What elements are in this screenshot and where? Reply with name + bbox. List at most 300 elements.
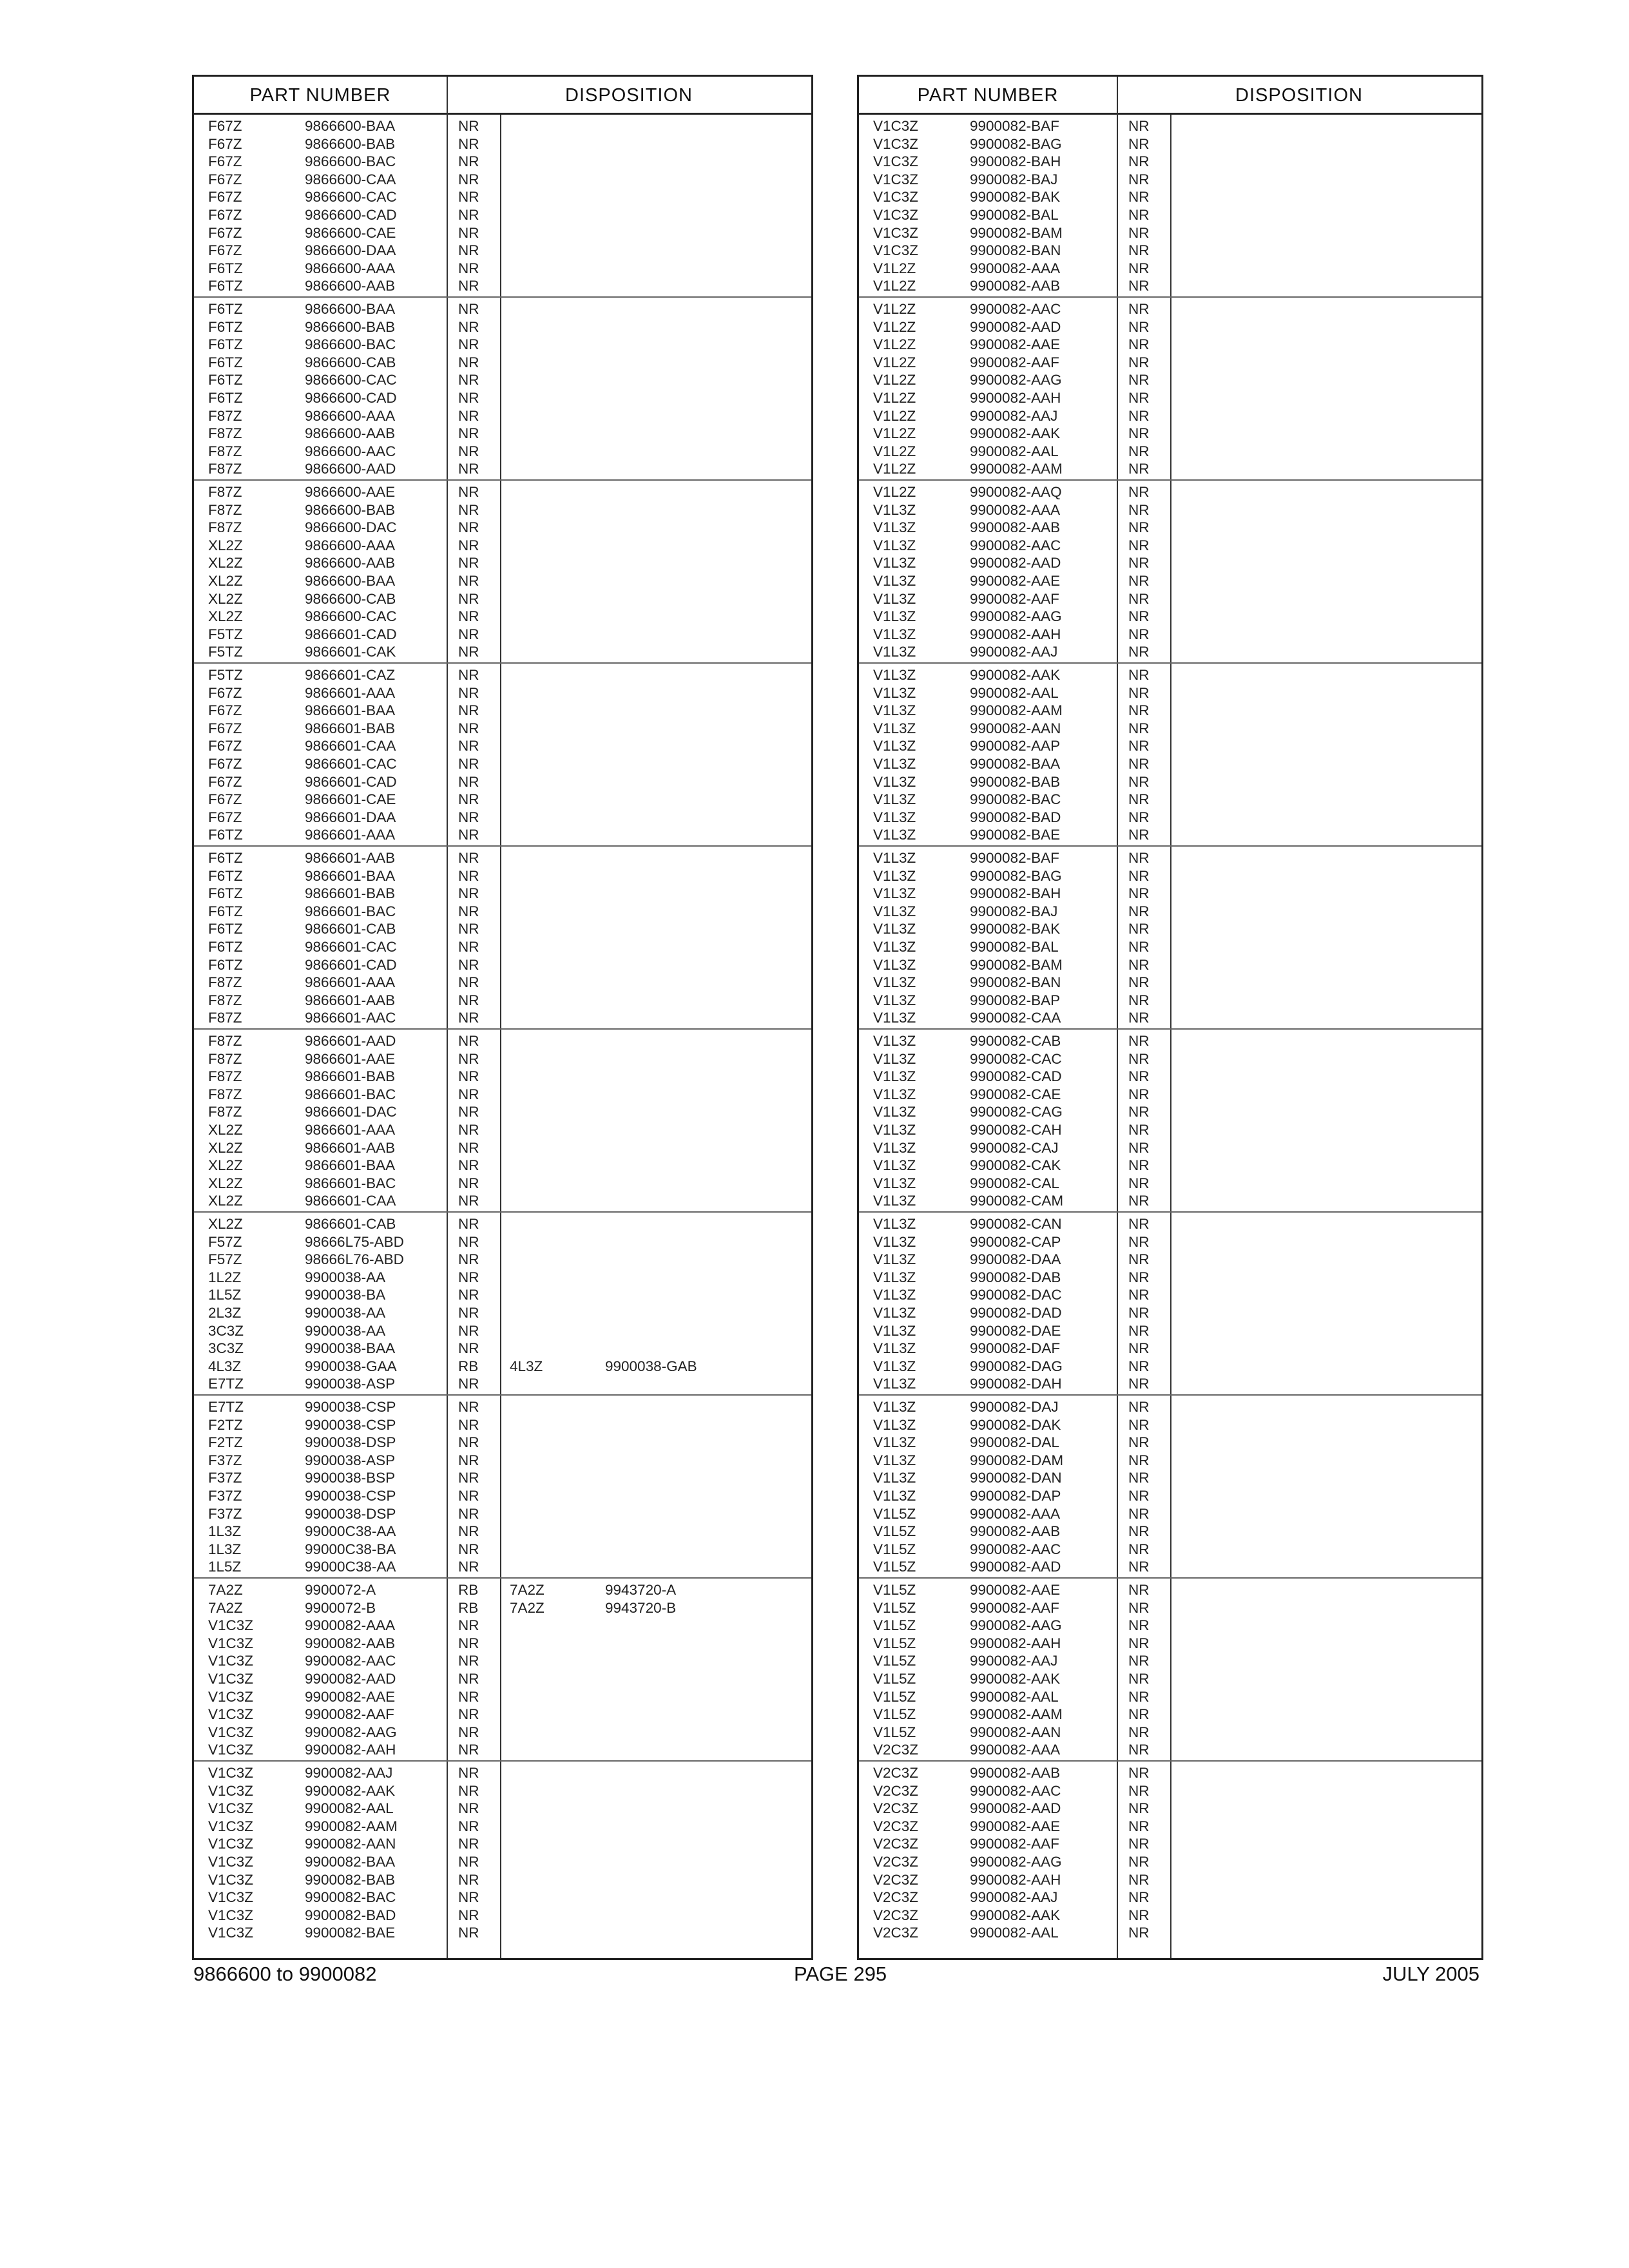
part-number: 9866600-DAA <box>305 242 396 259</box>
model-code: F5TZ <box>208 644 243 660</box>
part-number: 9900082-BAL <box>970 206 1059 223</box>
disposition-code: NR <box>1128 684 1150 701</box>
disposition-code: NR <box>1128 1216 1150 1232</box>
table-row <box>194 791 811 809</box>
disposition-code: NR <box>458 242 479 259</box>
model-code: F6TZ <box>208 389 243 406</box>
part-number: 9900082-DAA <box>970 1251 1061 1268</box>
disposition-code: NR <box>458 590 479 607</box>
left-table-header <box>194 77 811 115</box>
part-number: 9900082-AAQ <box>970 484 1062 500</box>
disposition-code: NR <box>458 1340 479 1357</box>
model-code: V2C3Z <box>873 1907 919 1923</box>
model-code: V1L3Z <box>873 956 916 973</box>
part-number: 9900082-BAE <box>970 827 1061 843</box>
disposition-code: NR <box>458 1251 479 1268</box>
disposition-code: NR <box>1128 206 1150 223</box>
disposition-code: NR <box>1128 318 1150 335</box>
part-number: 9900082-BAP <box>970 992 1061 1008</box>
disposition-code: NR <box>1128 1068 1150 1085</box>
model-code: F6TZ <box>208 850 243 866</box>
table-row <box>194 867 811 885</box>
table-row <box>194 1050 811 1068</box>
part-number: 9866600-BAB <box>305 318 396 335</box>
model-code: 7A2Z <box>208 1599 243 1616</box>
model-code: F67Z <box>208 135 242 152</box>
model-code: F6TZ <box>208 885 243 902</box>
part-number: 9900082-DAF <box>970 1340 1061 1357</box>
part-number: 9900082-AAK <box>970 425 1061 442</box>
model-code: V1L3Z <box>873 867 916 884</box>
part-number: 9900082-AAB <box>970 1765 1061 1781</box>
model-code: XL2Z <box>208 1216 243 1232</box>
table-row <box>194 1269 811 1287</box>
part-number: 9866600-BAA <box>305 301 396 317</box>
disposition-code: NR <box>458 1233 479 1250</box>
table-row <box>194 443 811 461</box>
table-row <box>194 1635 811 1653</box>
table-row <box>859 1009 1481 1027</box>
model-code: V1L3Z <box>873 1216 916 1232</box>
table-row <box>194 242 811 260</box>
table-row <box>194 1375 811 1393</box>
table-row <box>859 1398 1481 1416</box>
table-row <box>859 1358 1481 1376</box>
table-row <box>859 938 1481 956</box>
disposition-code: NR <box>1128 1470 1150 1486</box>
table-row <box>859 443 1481 461</box>
row-group <box>194 1762 811 1945</box>
table-row <box>194 1009 811 1027</box>
part-number: 9866600-CAC <box>305 608 397 625</box>
model-code: V1L3Z <box>873 1304 916 1321</box>
model-code: V1L3Z <box>873 1322 916 1339</box>
part-number: 9900072-A <box>305 1582 376 1598</box>
model-code: F57Z <box>208 1251 242 1268</box>
disposition-code: NR <box>1128 537 1150 553</box>
part-number: 9866600-AAA <box>305 537 396 553</box>
model-code: V1L3Z <box>873 1416 916 1433</box>
part-number: 9900082-AAF <box>970 1599 1059 1616</box>
model-code: F67Z <box>208 206 242 223</box>
part-number: 9900082-BAL <box>970 938 1059 955</box>
model-code: V1L3Z <box>873 773 916 790</box>
part-number: 9900082-AAF <box>970 1836 1059 1852</box>
table-row <box>194 277 811 295</box>
model-code: V2C3Z <box>873 1889 919 1906</box>
table-row <box>194 1304 811 1322</box>
part-number: 9866600-BAA <box>305 118 396 134</box>
table-row <box>859 1652 1481 1670</box>
part-number: 9900082-AAK <box>970 1670 1061 1687</box>
table-row <box>194 1688 811 1706</box>
model-code: V1L3Z <box>873 1233 916 1250</box>
part-number: 9900082-BAH <box>970 153 1061 170</box>
disposition-code: NR <box>458 608 479 625</box>
part-number: 98666L75-ABD <box>305 1233 404 1250</box>
part-number: 9866601-BAB <box>305 1068 396 1085</box>
table-row <box>859 702 1481 720</box>
part-number: 9900082-CAD <box>970 1068 1062 1085</box>
disposition-code: NR <box>1128 867 1150 884</box>
disposition-code: NR <box>1128 938 1150 955</box>
disposition-code: NR <box>458 389 479 406</box>
part-number: 9900082-CAG <box>970 1104 1063 1120</box>
part-number: 9900082-CAL <box>970 1175 1059 1191</box>
part-number: 9900082-BAC <box>970 791 1061 808</box>
model-code: F57Z <box>208 1233 242 1250</box>
part-number: 9866601-CAA <box>305 1193 396 1209</box>
model-code: V1L5Z <box>873 1541 916 1557</box>
table-row <box>859 1617 1481 1635</box>
table-row <box>859 460 1481 478</box>
model-code: V1L5Z <box>873 1635 916 1651</box>
part-number: 9866601-CAD <box>305 626 397 642</box>
part-number: 9900082-AAA <box>970 260 1061 276</box>
part-number: 9900082-CAB <box>970 1033 1061 1049</box>
model-code: V1L2Z <box>873 318 916 335</box>
part-number: 9866600-AAB <box>305 555 396 572</box>
model-code: V1L3Z <box>873 1434 916 1451</box>
model-code: V1L2Z <box>873 425 916 442</box>
model-code: F6TZ <box>208 867 243 884</box>
disposition-code: NR <box>1128 1706 1150 1723</box>
table-row <box>859 407 1481 425</box>
table-row <box>859 425 1481 443</box>
part-number: 9900082-AAF <box>305 1706 394 1723</box>
disposition-code: NR <box>458 1416 479 1433</box>
model-code: V1L3Z <box>873 644 916 660</box>
row-group <box>859 298 1481 481</box>
model-code: F6TZ <box>208 278 243 294</box>
model-code: F6TZ <box>208 827 243 843</box>
table-row <box>194 826 811 844</box>
part-number: 9900082-AAH <box>305 1742 396 1758</box>
part-number: 9900082-AAE <box>970 572 1061 589</box>
model-code: V1C3Z <box>208 1800 254 1817</box>
model-code: V1L3Z <box>873 702 916 719</box>
model-code: F87Z <box>208 1050 242 1067</box>
table-row <box>859 809 1481 827</box>
disposition-code: RB <box>458 1358 479 1374</box>
model-code: XL2Z <box>208 1121 243 1138</box>
disposition-code: NR <box>1128 407 1150 424</box>
table-row <box>194 1818 811 1836</box>
disposition-code: NR <box>1128 755 1150 772</box>
table-row <box>194 501 811 519</box>
disposition-code: NR <box>1128 1925 1150 1941</box>
part-number: 9900038-BAA <box>305 1340 396 1357</box>
part-number: 9900038-DSP <box>305 1434 396 1451</box>
disposition-header: DISPOSITION <box>565 85 693 106</box>
model-code: 1L5Z <box>208 1287 242 1303</box>
table-row <box>859 867 1481 885</box>
disposition-code: NR <box>458 1216 479 1232</box>
part-number: 9866601-CAC <box>305 755 397 772</box>
disposition-code: NR <box>458 425 479 442</box>
model-code: V1C3Z <box>208 1724 254 1740</box>
disposition-code: NR <box>1128 1340 1150 1357</box>
disposition-code: NR <box>1128 389 1150 406</box>
table-row <box>859 1871 1481 1889</box>
table-row <box>194 1452 811 1470</box>
model-code: V1L3Z <box>873 1399 916 1415</box>
model-code: XL2Z <box>208 1175 243 1191</box>
part-number: 9900038-ASP <box>305 1452 396 1468</box>
model-code: V1L3Z <box>873 1050 916 1067</box>
table-row <box>194 643 811 661</box>
disposition-code: NR <box>1128 1782 1150 1799</box>
disposition-code: NR <box>1128 809 1150 825</box>
model-code: V1L2Z <box>873 484 916 500</box>
model-code: V1L3Z <box>873 1340 916 1357</box>
part-number: 9900038-ASP <box>305 1376 396 1392</box>
row-group <box>859 1579 1481 1762</box>
disposition-code: NR <box>1128 461 1150 477</box>
model-code: V1L3Z <box>873 572 916 589</box>
disposition-code: NR <box>458 1434 479 1451</box>
disposition-code: NR <box>458 1742 479 1758</box>
table-row <box>859 1581 1481 1599</box>
table-row <box>194 1340 811 1358</box>
disposition-code: NR <box>458 809 479 825</box>
table-row <box>859 974 1481 992</box>
disposition-code: NR <box>458 260 479 276</box>
part-number: 9866601-AAE <box>305 1050 396 1067</box>
disposition-code: NR <box>458 974 479 991</box>
model-code: XL2Z <box>208 537 243 553</box>
part-number: 9866601-BAC <box>305 1175 396 1191</box>
model-code: V1L3Z <box>873 608 916 625</box>
model-code: 3C3Z <box>208 1322 244 1339</box>
model-code: V1L3Z <box>873 1121 916 1138</box>
part-number: 9900082-AAJ <box>970 1889 1058 1906</box>
table-row <box>859 1800 1481 1818</box>
model-code: F67Z <box>208 118 242 134</box>
model-code: F37Z <box>208 1487 242 1504</box>
table-row <box>859 826 1481 844</box>
table-row <box>859 1670 1481 1688</box>
part-number: 9866601-CAC <box>305 938 397 955</box>
model-code: V1L3Z <box>873 1033 916 1049</box>
table-row <box>194 1523 811 1541</box>
part-number: 9866601-CAK <box>305 644 396 660</box>
part-number: 9866600-CAD <box>305 389 397 406</box>
disposition-code: NR <box>458 827 479 843</box>
table-row <box>194 1121 811 1139</box>
part-number: 9866600-CAD <box>305 206 397 223</box>
disposition-code: NR <box>1128 1523 1150 1540</box>
table-row <box>859 1505 1481 1523</box>
table-row <box>859 277 1481 295</box>
part-number: 9900082-AAK <box>970 1907 1061 1923</box>
model-code: F67Z <box>208 702 242 719</box>
part-number: 9900082-AAE <box>970 1582 1061 1598</box>
part-number: 9900082-AAB <box>970 1523 1061 1540</box>
model-code: V1L2Z <box>873 336 916 353</box>
disposition-code: NR <box>458 1193 479 1209</box>
disposition-code: NR <box>1128 171 1150 187</box>
disposition-code: NR <box>1128 153 1150 170</box>
model-code: F67Z <box>208 153 242 170</box>
part-number: 9900082-AAC <box>305 1653 396 1669</box>
disposition-code: NR <box>1128 1853 1150 1870</box>
part-number: 9900082-BAD <box>305 1907 396 1923</box>
table-row <box>194 1469 811 1487</box>
model-code: XL2Z <box>208 608 243 625</box>
table-row <box>859 1523 1481 1541</box>
disposition-code: NR <box>1128 519 1150 536</box>
part-number: 9866601-AAB <box>305 1139 396 1156</box>
part-number: 9866600-CAB <box>305 590 396 607</box>
model-code: V1L3Z <box>873 791 916 808</box>
table-row <box>859 1175 1481 1193</box>
table-row <box>194 666 811 684</box>
model-code: V1C3Z <box>873 206 919 223</box>
table-row <box>194 956 811 974</box>
replacement-model: 4L3Z <box>510 1358 543 1374</box>
disposition-code: NR <box>1128 354 1150 370</box>
disposition-code: NR <box>1128 260 1150 276</box>
disposition-code: NR <box>458 885 479 902</box>
table-row <box>194 1286 811 1304</box>
model-code: V1L3Z <box>873 903 916 919</box>
part-number: 9900082-AAJ <box>970 1653 1058 1669</box>
disposition-code: NR <box>458 791 479 808</box>
model-code: V2C3Z <box>873 1925 919 1941</box>
disposition-code: NR <box>1128 1416 1150 1433</box>
part-number: 9900038-AA <box>305 1269 386 1285</box>
table-row <box>194 1398 811 1416</box>
disposition-code: NR <box>458 1818 479 1834</box>
row-group <box>859 1030 1481 1213</box>
table-row <box>859 1764 1481 1782</box>
disposition-code: NR <box>458 118 479 134</box>
part-number: 9900082-BAG <box>970 867 1062 884</box>
model-code: V2C3Z <box>873 1782 919 1799</box>
disposition-code: NR <box>458 1889 479 1906</box>
model-code: V2C3Z <box>873 1800 919 1817</box>
model-code: V1C3Z <box>208 1670 254 1687</box>
model-code: V1L5Z <box>873 1617 916 1634</box>
table-row <box>194 1764 811 1782</box>
model-code: V1C3Z <box>208 1635 254 1651</box>
model-code: F87Z <box>208 992 242 1008</box>
table-row <box>859 483 1481 501</box>
disposition-code: NR <box>458 1068 479 1085</box>
table-row <box>194 354 811 372</box>
disposition-code: NR <box>458 572 479 589</box>
disposition-code: NR <box>458 1399 479 1415</box>
right-parts-table <box>857 75 1483 1960</box>
disposition-code: NR <box>1128 791 1150 808</box>
table-row <box>859 1434 1481 1452</box>
model-code: V1L3Z <box>873 809 916 825</box>
part-number: 9866601-BAA <box>305 867 396 884</box>
model-code: 1L3Z <box>208 1541 242 1557</box>
disposition-code: NR <box>458 626 479 642</box>
disposition-code: NR <box>458 372 479 389</box>
part-number: 9900082-BAE <box>305 1925 396 1941</box>
model-code: F37Z <box>208 1452 242 1468</box>
part-number: 9900082-DAC <box>970 1287 1062 1303</box>
model-code: F6TZ <box>208 921 243 937</box>
disposition-code: NR <box>458 1505 479 1522</box>
part-number: 9866600-CAE <box>305 224 396 241</box>
part-number: 9900038-DSP <box>305 1505 396 1522</box>
table-row <box>194 1487 811 1505</box>
model-code: V1L5Z <box>873 1523 916 1540</box>
table-row <box>194 1139 811 1157</box>
row-group <box>194 481 811 664</box>
part-number: 9866600-AAA <box>305 260 396 276</box>
table-row <box>194 1505 811 1523</box>
model-code: F67Z <box>208 755 242 772</box>
part-number: 9900082-AAJ <box>970 407 1058 424</box>
part-number: 9900072-B <box>305 1599 376 1616</box>
part-number: 9866601-BAA <box>305 1157 396 1174</box>
part-number: 9900082-AAG <box>305 1724 397 1740</box>
part-number: 9900082-DAE <box>970 1322 1061 1339</box>
disposition-code: NR <box>1128 1434 1150 1451</box>
table-row <box>859 354 1481 372</box>
model-code: F6TZ <box>208 956 243 973</box>
table-row <box>859 1635 1481 1653</box>
disposition-code: NR <box>458 1635 479 1651</box>
table-row <box>194 318 811 336</box>
table-row <box>194 460 811 478</box>
table-row <box>194 1233 811 1251</box>
model-code: F87Z <box>208 425 242 442</box>
disposition-code: NR <box>1128 974 1150 991</box>
part-number: 9866601-DAC <box>305 1104 397 1120</box>
part-number: 9900082-AAK <box>305 1782 396 1799</box>
table-row <box>859 885 1481 903</box>
disposition-code: NR <box>1128 1765 1150 1781</box>
part-number: 9900038-BSP <box>305 1470 396 1486</box>
disposition-code: NR <box>1128 1304 1150 1321</box>
replacement-part: 9900038-GAB <box>605 1358 697 1374</box>
model-code: V1L3Z <box>873 684 916 701</box>
disposition-code: NR <box>1128 1907 1150 1923</box>
disposition-code: NR <box>1128 425 1150 442</box>
part-number: 9866601-BAA <box>305 702 396 719</box>
model-code: XL2Z <box>208 572 243 589</box>
disposition-code: NR <box>458 1724 479 1740</box>
disposition-code: NR <box>1128 484 1150 500</box>
part-number: 9900082-DAH <box>970 1376 1062 1392</box>
model-code: F87Z <box>208 501 242 518</box>
model-code: V1L3Z <box>873 1358 916 1374</box>
part-number: 9900082-AAL <box>970 1688 1059 1705</box>
model-code: F67Z <box>208 171 242 187</box>
disposition-code: NR <box>458 702 479 719</box>
table-row <box>859 1157 1481 1175</box>
part-number: 9900082-AAM <box>970 1706 1063 1723</box>
disposition-code: NR <box>1128 1582 1150 1598</box>
replacement-part: 9943720-A <box>605 1582 677 1598</box>
table-row <box>194 1782 811 1800</box>
disposition-code: NR <box>1128 885 1150 902</box>
model-code: V1L3Z <box>873 1157 916 1174</box>
model-code: V1L3Z <box>873 1487 916 1504</box>
part-number: 9900082-AAD <box>970 1559 1061 1575</box>
table-row <box>859 1032 1481 1050</box>
table-row <box>194 1322 811 1340</box>
part-number: 9866600-AAB <box>305 278 396 294</box>
model-code: V1L3Z <box>873 626 916 642</box>
part-number: 9900082-DAP <box>970 1487 1061 1504</box>
